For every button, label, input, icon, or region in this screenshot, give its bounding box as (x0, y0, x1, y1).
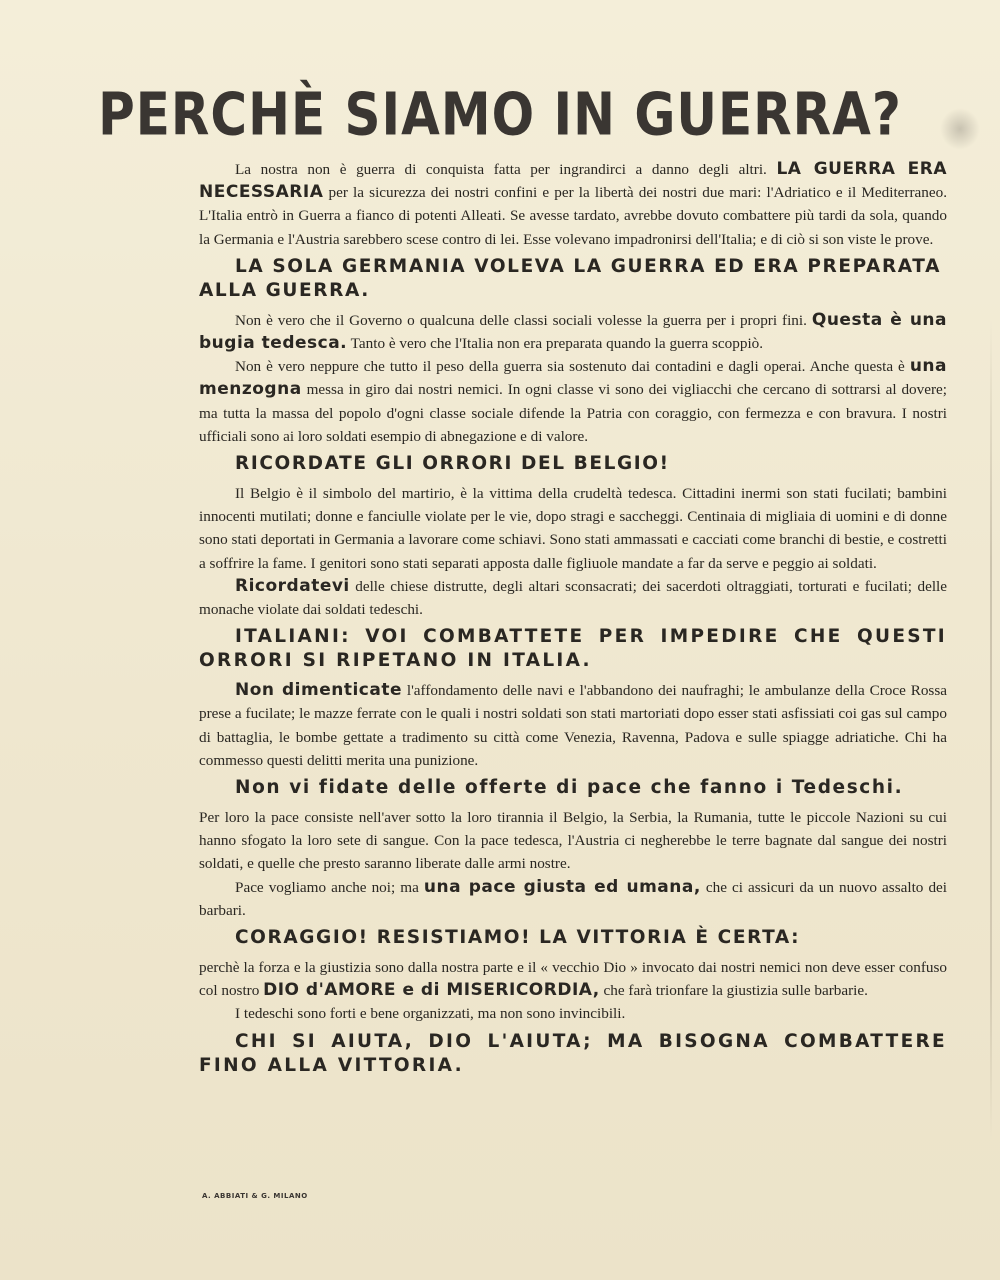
pace-text-cont: che ci assicuri da un nuovo assalto dei barbari. (199, 878, 947, 919)
dio-text: perchè la forza e la giustizia sono dalla nostra parte e il « vecchio Dio » invocato dai nostri nemici non deve esser confuso col nostro (199, 959, 947, 1000)
paragraph-ricordatevi (199, 575, 947, 621)
pace-highlight: una pace giusta ed umana, (423, 876, 701, 897)
paper-fold-line (990, 320, 992, 1140)
poster-title: PERCHÈ SIAMO IN GUERRA? (98, 80, 902, 149)
dio-highlight: DIO d'AMORE e di MISERICORDIA, (263, 980, 600, 1001)
intro-text-cont: per la sicurezza dei nostri confini e per la libertà dei nostri due mari: l'Adriatico e il Mediterraneo. L'Italia entrò in Guerra a fianco di potenti Alleati. Se avesse tardato, avrebbe dovuto combattere più tardi da sola, quando la Germania e l'Austria sarebbero scese contro di lei. Esse volevano impadronirsi dell'Italia; e di ciò si son viste le prove. (199, 184, 947, 248)
paragraph-vecchio-dio (199, 956, 947, 1002)
paragraph-belgio: Il Belgio è il simbolo del martirio, è la vittima della crudeltà tedesca. Cittadini inermi son stati fucilati; bambini innocenti mutilati; donne e fanciulle violate per le vie, dopo stragi e saccheggi. Centinaia di migliaia di uomini e di donne sono stati deportati in Germania a lavorare come schiavi. Sono stati ammassati e cacciati come branchi di bestie, e costretti a soffrire la fame. I genitori sono stati separati apposta dalle figliuole mandate a far da serve e peggio ai soldati. (199, 485, 947, 572)
intro-text: La nostra non è guerra di conquista fatta per ingrandirci a danno degli altri. (235, 161, 767, 178)
governo-text-cont: Tanto è vero che l'Italia non era preparata quando la guerra scoppiò. (350, 335, 764, 353)
dio-text-cont: che farà trionfare la giustizia sulle barbarie. (603, 982, 868, 1000)
non-dimenticate-highlight: Non dimenticate (235, 680, 402, 701)
contadini-text-cont: messa in giro dai nostri nemici. In ogni classe vi sono dei vigliacchi che cercano di sottrarsi al dovere; ma tutta la massa del popolo d'ogni classe sociale difende la Patria con coraggio, con fermezza e con bravura. I nostri ufficiali sono ai loro soldati esempio di abnegazione e di valore. (199, 381, 948, 445)
heading-coraggio: CORAGGIO! RESISTIAMO! LA VITTORIA È CERTA: (235, 927, 801, 949)
paragraph-intro (199, 158, 947, 251)
governo-highlight: Questa è una bugia tedesca. (199, 309, 948, 354)
pace-text: Pace vogliamo anche noi; ma (235, 878, 419, 896)
governo-text: Non è vero che il Governo o qualcuna delle classi sociali volesse la guerra per i propri fini. (235, 311, 807, 329)
heading-belgio: RICORDATE GLI ORRORI DEL BELGIO! (235, 453, 670, 475)
paragraph-governo (199, 309, 947, 355)
contadini-text: Non è vero neppure che tutto il peso della guerra sia sostenuto dai contadini e dagli operai. Anche questa è (235, 358, 905, 376)
heading-offerte-pace: Non vi fidate delle offerte di pace che fanno i Tedeschi. (235, 777, 904, 799)
paragraph-pace-tedesca: Per loro la pace consiste nell'aver sotto la loro tirannia il Belgio, la Serbia, la Rumania, tutte le piccole Nazioni su cui hanno sfogato la loro sete di sangue. Con la pace tedesca, l'Austria ci negherebbe le terre bagnate dal sangue dei nostri soldati, e quelle che presto saranno liberate dalle armi nostre. (199, 809, 947, 873)
paragraph-contadini (199, 355, 947, 448)
ricordatevi-text: delle chiese distrutte, degli altari sconsacrati; dei sacerdoti oltraggiati, torturati e fucilati; delle monache violate dai soldati tedeschi. (199, 577, 947, 619)
heading-germania: LA SOLA GERMANIA VOLEVA LA GUERRA ED ERA PREPARATA ALLA GUERRA. (199, 255, 941, 301)
poster-body (199, 158, 947, 1084)
heading-italiani: ITALIANI: VOI COMBATTETE PER IMPEDIRE CHE QUESTI ORRORI SI RIPETANO IN ITALIA. (199, 626, 947, 672)
paragraph-tedeschi-forti: I tedeschi sono forti e bene organizzati, ma non sono invincibili. (235, 1005, 626, 1023)
paragraph-non-dimenticate (199, 679, 947, 772)
intro-highlight: LA GUERRA ERA NECESSARIA (199, 159, 947, 203)
contadini-highlight: una menzogna (199, 356, 947, 400)
printer-imprint: A. ABBIATI & G. MILANO (202, 1192, 308, 1200)
paragraph-pace-giusta (199, 876, 947, 922)
ricordatevi-highlight: Ricordatevi (235, 575, 350, 596)
heading-chi-si-aiuta: CHI SI AIUTA, DIO L'AIUTA; MA BISOGNA COMBATTERE FINO ALLA VITTORIA. (199, 1030, 947, 1076)
non-dimenticate-text: l'affondamento delle navi e l'abbandono dei naufraghi; le ambulanze della Croce Rossa prese a fucilate; le mazze ferrate con le quali i nostri soldati son stati martoriati dopo esser stati asfissiati coi gas sul campo di battaglia, le bombe gettate a tradimento su città come Venezia, Ravenna, Padova e sulle spiagge adriatiche. Chi ha commesso questi delitti merita una punizione. (199, 682, 947, 769)
